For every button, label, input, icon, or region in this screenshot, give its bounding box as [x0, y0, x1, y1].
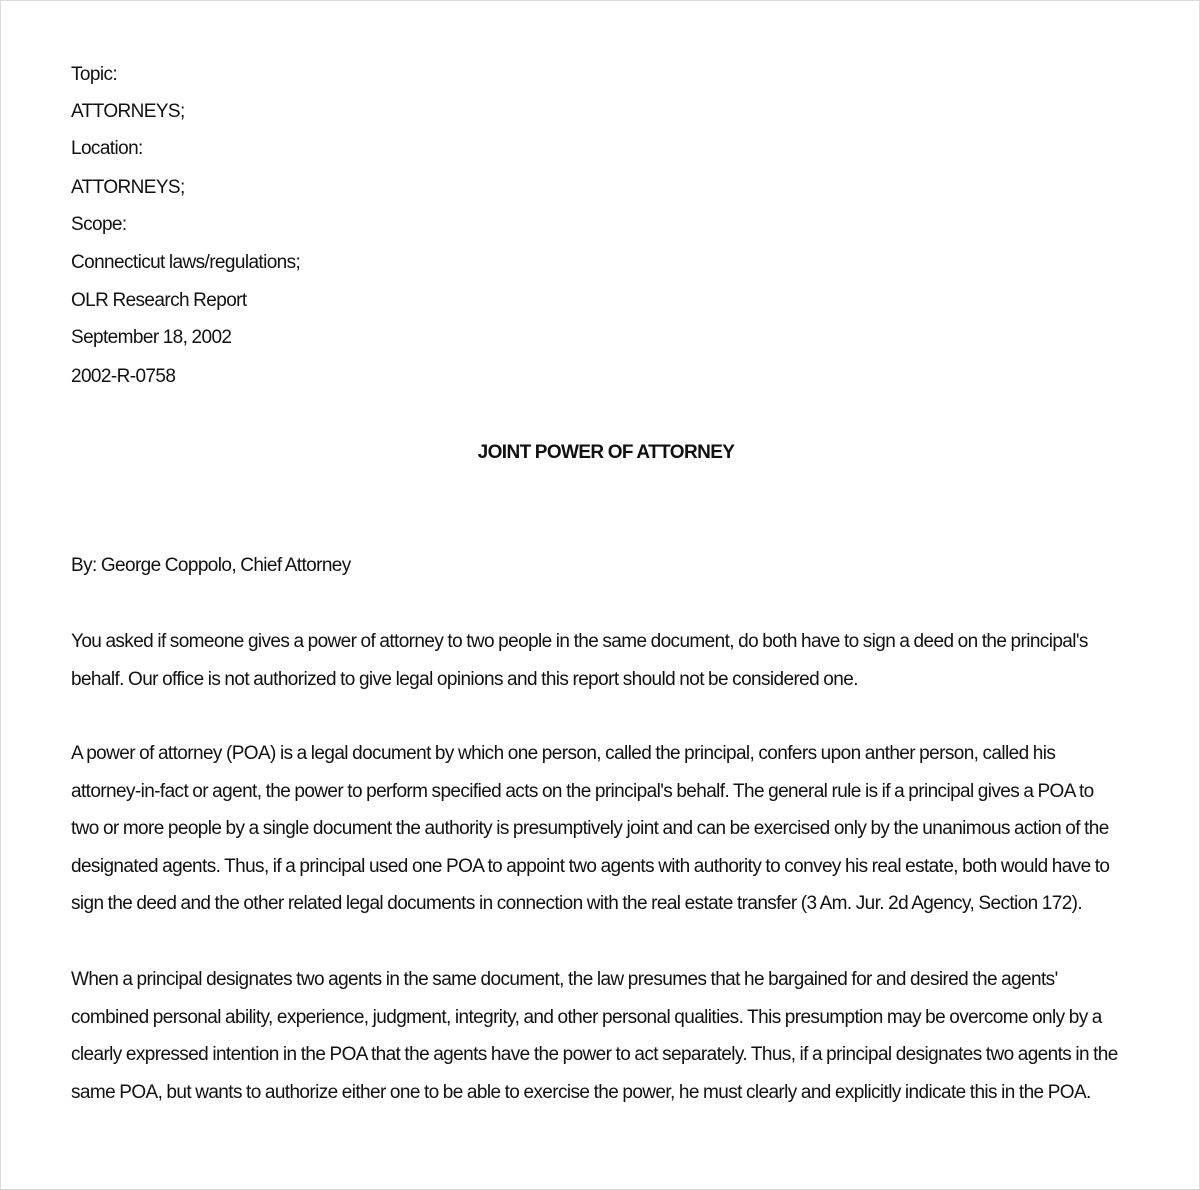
topic-label: Topic:	[71, 64, 118, 85]
paragraph-line: attorney-in-fact or agent, the power to perform specified acts on the principal's behalf. The general rule is if a principal gives a POA to	[71, 780, 1094, 802]
location-value: ATTORNEYS;	[71, 177, 185, 198]
paragraph-line: You asked if someone gives a power of attorney to two people in the same document, do both have to sign a deed on the principal's	[71, 631, 1088, 652]
report-type: OLR Research Report	[71, 290, 247, 311]
paragraph-line: When a principal designates two agents in the same document, the law presumes that he bargained for and desired the agents'	[71, 969, 1058, 990]
scope-value: Connecticut laws/regulations;	[71, 252, 301, 273]
report-date: September 18, 2002	[71, 327, 232, 348]
location-label: Location:	[71, 138, 143, 159]
scope-label: Scope:	[71, 214, 127, 235]
report-number: 2002-R-0758	[71, 366, 176, 387]
paragraph-line: clearly expressed intention in the POA that the agents have the power to act separately. Thus, if a principal designates two agents in the	[71, 1044, 1118, 1066]
paragraph-line: combined personal ability, experience, judgment, integrity, and other personal qualities. This presumption may be overcome only by a	[71, 1006, 1102, 1028]
topic-value: ATTORNEYS;	[71, 101, 185, 122]
paragraph-line: designated agents. Thus, if a principal used one POA to appoint two agents with authority to convey his real estate, both would have to	[71, 855, 1110, 877]
byline: By: George Coppolo, Chief Attorney	[71, 555, 351, 576]
paragraph-designation	[71, 968, 1151, 1118]
paragraph-question	[71, 630, 1151, 705]
paragraph-line: A power of attorney (POA) is a legal document by which one person, called the principal, confers upon anther person, called his	[71, 743, 1056, 764]
paragraph-line: same POA, but wants to authorize either one to be able to exercise the power, he must clearly and explicitly indicate this in the POA.	[71, 1081, 1091, 1103]
paragraph-poa-definition	[71, 742, 1151, 930]
paragraph-line: two or more people by a single document the authority is presumptively joint and can be exercised only by the unanimous action of the	[71, 818, 1109, 840]
document-title: JOINT POWER OF ATTORNEY	[477, 442, 735, 463]
paragraph-line: sign the deed and the other related legal documents in connection with the real estate transfer (3 Am. Jur. 2d Agency, Section 172).	[71, 893, 1083, 915]
paragraph-line: behalf. Our office is not authorized to give legal opinions and this report should not be considered one.	[71, 668, 858, 690]
